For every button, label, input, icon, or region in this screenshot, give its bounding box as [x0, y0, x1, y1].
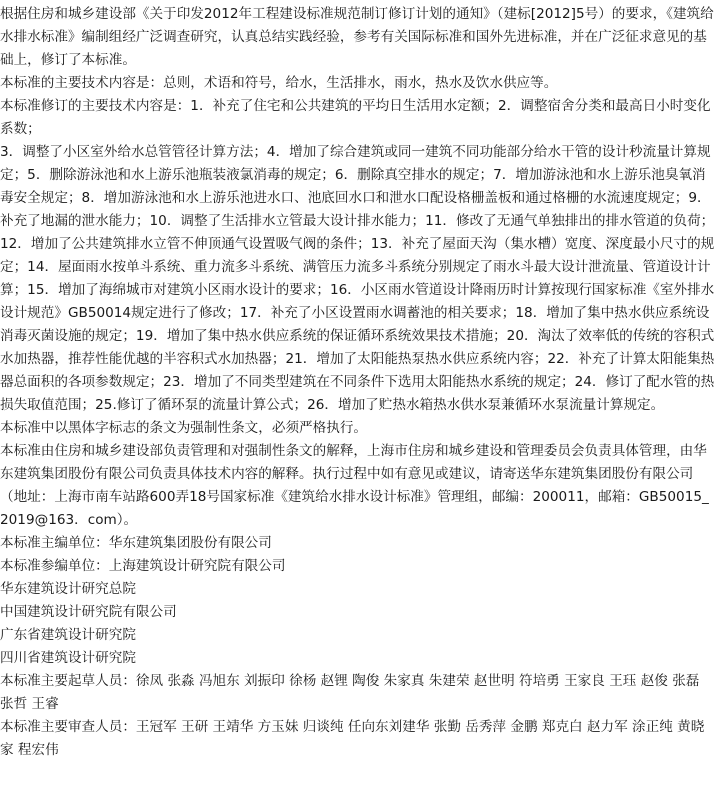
- paragraph-intro: 根据住房和城乡建设部《关于印发2012年工程建设标准规范制订修订计划的通知》（建标[2012]5号）的要求，《建筑给水排水标准》编制组经广泛调查研究，认真总结实践经验，参考有关国际标准和国外先进标准，并在广泛征求意见的基础上，修订了本标准。: [0, 6, 714, 68]
- paragraph-management: 本标准由住房和城乡建设部负责管理和对强制性条文的解释，上海市住房和城乡建设和管理委员会负责具体管理，由华东建筑集团股份有限公司负责具体技术内容的解释。执行过程中如有意见或建议，请寄送华东建筑集团股份有限公司（地址：上海市南车站路600弄18号国家标准《建筑给水排水设计标准》管理组，邮编：200011，邮箱：GB50015_2019@163．com）。: [0, 443, 709, 528]
- paragraph-unit-guangdong: 广东省建筑设计研究院: [0, 627, 136, 643]
- paragraph-chief-editor: 本标准主编单位：华东建筑集团股份有限公司: [0, 535, 272, 551]
- paragraph-revision-intro: 本标准修订的主要技术内容是：1．补充了住宅和公共建筑的平均日生活用水定额；2．调整宿舍分类和最高日小时变化系数；: [0, 98, 711, 137]
- paragraph-unit-china-arch: 中国建筑设计研究院有限公司: [0, 604, 177, 620]
- paragraph-mandatory-note: 本标准中以黑体字标志的条文为强制性条文，必须严格执行。: [0, 420, 368, 436]
- paragraph-revision-list: 3．调整了小区室外给水总管管径计算方法；4．增加了综合建筑或同一建筑不同功能部分给水干管的设计秒流量计算规定；5．删除游泳池和水上游乐池瓶装液氯消毒的规定；6．删除真空排水的规定；7．增加游泳池和水上游乐池臭氧消毒安全规定；8．增加游泳池和水上游乐池进水口、池底回水口和泄水口配设格栅盖板和通过格栅的水流速度规定；9．补充了地漏的泄水能力；10．调整了生活排水立管最大设计排水能力；11．修改了无通气单独排出的排水管道的负荷；12．增加了公共建筑排水立管不伸顶通气设置吸气阀的条件；13．补充了屋面天沟（集水槽）宽度、深度最小尺寸的规定；14．屋面雨水按单斗系统、重力流多斗系统、满管压力流多斗系统分别规定了雨水斗最大设计泄流量、管道设计计算；15．增加了海绵城市对建筑小区雨水设计的要求；16．小区雨水管道设计降雨历时计算按现行国家标准《室外排水设计规范》GB50014规定进行了修改；17．补充了小区设置雨水调蓄池的相关要求；18．增加了集中热水供应系统设消毒灭菌设施的规定；19．增加了集中热水供应系统的保证循环系统效果技术措施；20．淘汰了效率低的传统的容积式水加热器，推荐性能优越的半容积式水加热器；21．增加了太阳能热泵热水供应系统内容；22．补充了计算太阳能集热器总面积的各项参数规定；23．增加了不同类型建筑在不同条件下选用太阳能热水系统的规定；24．修订了配水管的热损失取值范围；25.修订了循环泵的流量计算公式；26．增加了贮热水箱热水供水泵兼循环水泵流量计算规定。: [0, 144, 715, 413]
- paragraph-unit-sichuan: 四川省建筑设计研究院: [0, 650, 136, 666]
- paragraph-drafters: 本标准主要起草人员：徐凤 张淼 冯旭东 刘振印 徐杨 赵锂 陶俊 朱家真 朱建荣 赵世明 符培勇 王家良 王珏 赵俊 张磊 张哲 王睿: [0, 673, 700, 712]
- paragraph-main-content: 本标准的主要技术内容是：总则，术语和符号，给水，生活排水，雨水，热水及饮水供应等。: [0, 75, 558, 91]
- paragraph-unit-ecadi: 华东建筑设计研究总院: [0, 581, 136, 597]
- paragraph-reviewers: 本标准主要审查人员：王冠军 王研 王靖华 方玉妹 归谈纯 任向东刘建华 张勤 岳秀萍 金鹏 郑克白 赵力军 涂正纯 黄晓家 程宏伟: [0, 719, 705, 758]
- paragraph-participating-unit: 本标准参编单位：上海建筑设计研究院有限公司: [0, 558, 286, 574]
